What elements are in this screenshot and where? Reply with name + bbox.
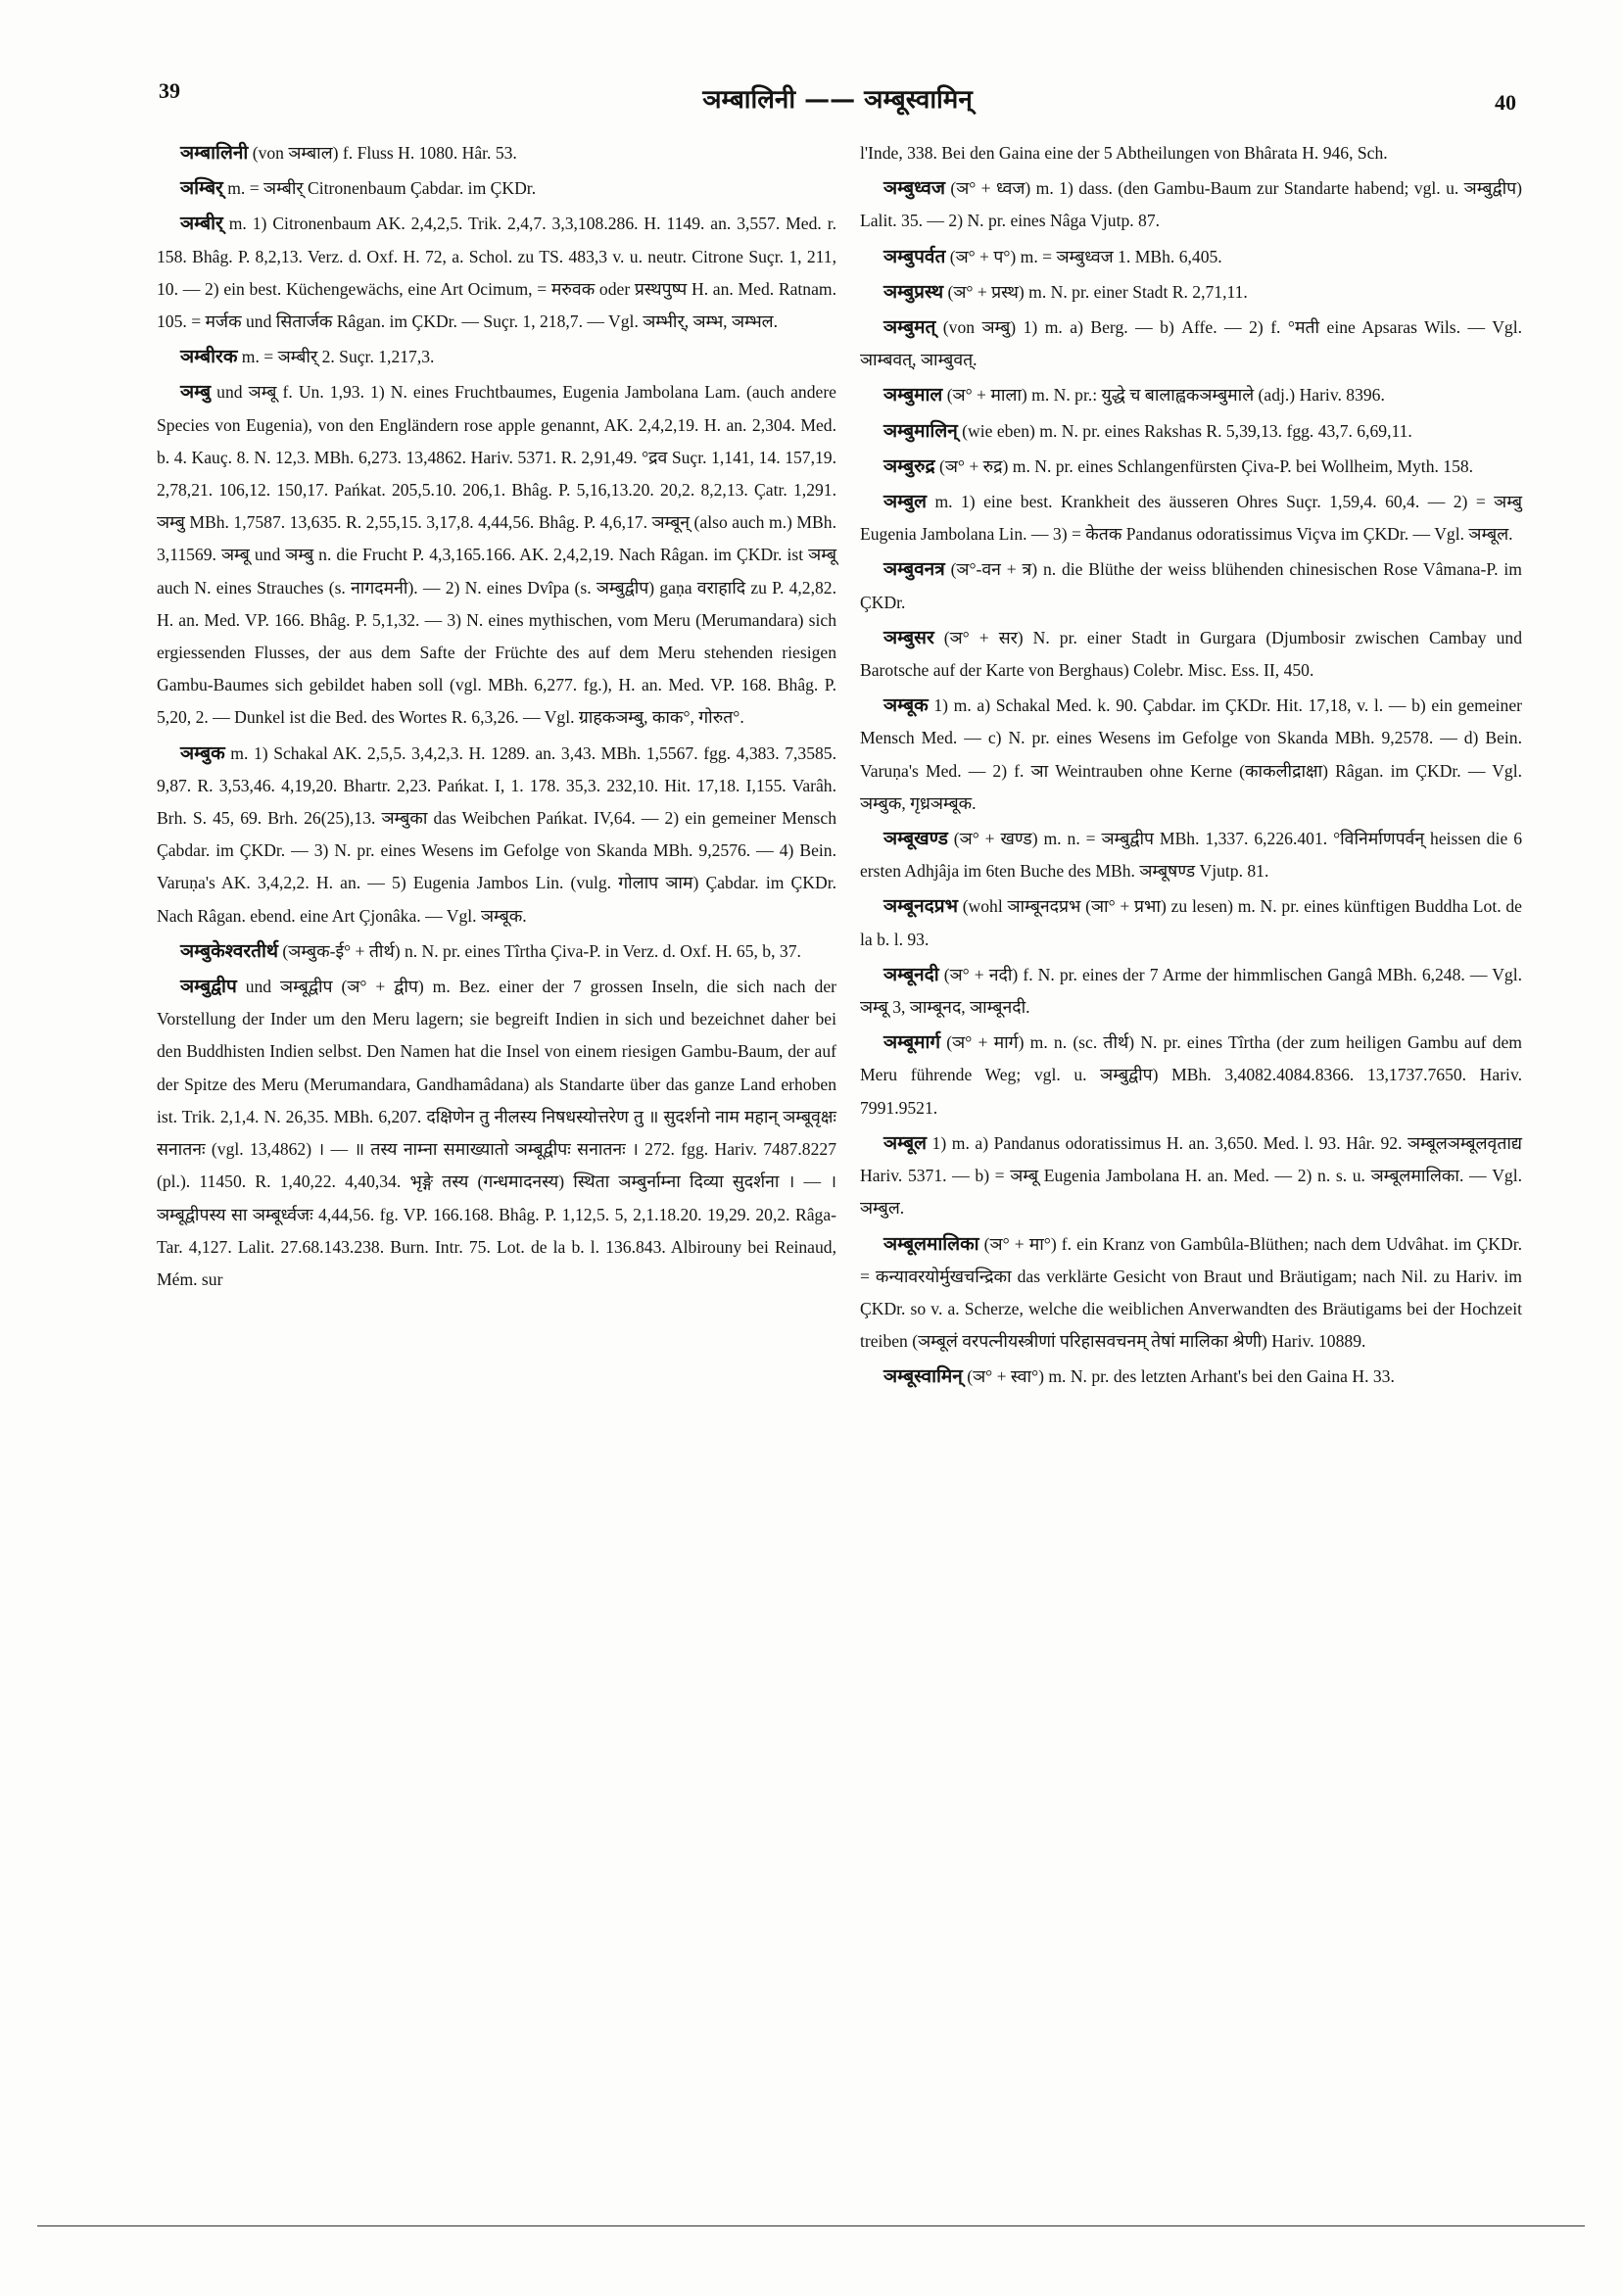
running-head: ञम्बालिनी —— ञम्बूस्वामिन् <box>702 85 973 115</box>
entry-text: m. 1) eine best. Krankheit des äusseren Ohres Suçr. 1,59,4. 60,4. — 2) = ञम्बु Eugenia Jambolana Lin. — 3) = केतक Pandanus odoratissimus Viçva im ÇKDr. — Vgl. ञम्बूल. <box>860 492 1522 545</box>
dictionary-entry <box>860 311 1522 376</box>
dictionary-entry <box>860 890 1522 955</box>
entry-headword: ञम्बीरक <box>180 346 238 368</box>
entry-headword: ञम्बुमाल <box>883 384 943 407</box>
entry-headword: ञम्बिर् <box>180 177 223 200</box>
entry-text: (ञ° + रुद्र) m. N. pr. eines Schlangenfürsten Çiva-P. bei Wollheim, Myth. 158. <box>934 455 1474 476</box>
dictionary-entry <box>860 241 1522 273</box>
entry-headword: ञम्बुरुद्र <box>883 454 935 477</box>
entry-text: (von ञम्बाल) f. Fluss H. 1080. Hâr. 53. <box>248 143 517 163</box>
page-header <box>157 71 1518 120</box>
dictionary-entry <box>860 172 1522 237</box>
dictionary-entry <box>860 690 1522 820</box>
entry-headword: ञम्बूनदप्रभ <box>883 895 958 918</box>
entry-headword: ञम्बूल <box>883 1131 928 1154</box>
dictionary-entry <box>157 935 836 968</box>
entry-text: und ञम्बू f. Un. 1,93. 1) N. eines Fruchtbaumes, Eugenia Jambolana Lam. (auch andere Species von Eugenia), von den Engländern rose apple genannt, AK. 2,4,2,19. H. an. 2,304. Med. b. 4. Kauç. 8. N. 12,3. MBh. 6,273. 13,4862. Hariv. 5371. R. 2,91,49. °द्रव Suçr. 1,141, 14. 157,19. 2,78,21. 106,12. 150,17. Pańkat. 205,5.10. 206,1. Bhâg. P. 5,16,13.20. 20,2. 8,2,13. Çatr. 1,291. ञम्बु MBh. 1,7587. 13,635. R. 2,55,15. 3,17,8. 4,44,56. Bhâg. P. 4,6,17. ञम्बून् (also auch m.) MBh. 3,11569. ञम्बू und ञम्बु n. die Frucht P. 4,3,165.166. AK. 2,4,2,19. Nach Râgan. im ÇKDr. ist ञम्बू auch N. eines Strauches (s. नागदमनी). — 2) N. eines Dvîpa (s. ञम्बुद्वीप) gaṇa वराहादि zu P. 4,2,82. H. an. Med. VP. 166. Bhâg. P. 5,1,32. — 3) N. eines mythischen, vom Meru (Merumandara) sich ergiessenden Flusses, der aus dem Safte der Früchte des auf dem Meru stehenden riesigen Gambu-Baumes sich gebildet haben soll (vgl. MBh. 6,277. fg.), H. an. Med. VP. 168. Bhâg. P. 5,20, 2. — Dunkel ist die Bed. des Wortes R. 6,3,26. — Vgl. ग्राहकञम्बु, काक°, गोरुत°. <box>157 382 836 728</box>
entry-text: m. = ञम्बीर् Citronenbaum Çabdar. im ÇKDr. <box>222 178 537 199</box>
entry-text: (ञ° + माला) m. N. pr.: युद्धे च बालाह्वकञम्बुमाले (adj.) Hariv. 8396. <box>942 385 1385 406</box>
entry-headword: ञम्बुमालिन् <box>883 419 958 442</box>
left-column <box>157 137 836 1299</box>
entry-headword: ञम्बूमार्ग <box>883 1031 941 1054</box>
dictionary-entry <box>860 1228 1522 1359</box>
entry-text: (ञ° + स्वा°) m. N. pr. des letzten Arhant's bei den Gaina H. 33. <box>962 1366 1395 1387</box>
entry-text: (wie eben) m. N. pr. eines Rakshas R. 5,39,13. fgg. 43,7. 6,69,11. <box>957 420 1412 441</box>
entry-text: (von ञम्बु) 1) m. a) Berg. — b) Affe. — 2) f. °मती eine Apsaras Wils. — Vgl. ञाम्बवत्, ञाम्बुवत्. <box>860 317 1522 370</box>
entry-headword: ञम्बूनदी <box>883 963 939 985</box>
dictionary-entry <box>860 1127 1522 1225</box>
entry-text: m. = ञम्बीर् 2. Suçr. 1,217,3. <box>237 347 435 367</box>
dictionary-entry <box>860 415 1522 448</box>
entry-text: (ञ° + प्रस्थ) m. N. pr. einer Stadt R. 2,71,11. <box>943 281 1248 302</box>
entry-headword: ञम्बुक <box>180 741 225 764</box>
dictionary-entry <box>860 137 1522 169</box>
entry-text: (ञ° + मा°) f. ein Kranz von Gambûla-Blüthen; nach dem Udvâhat. im ÇKDr. = कन्यावरयोर्मुखचन्द्रिका das verklärte Gesicht von Braut und Bräutigam; nach Nil. zu Hariv. im ÇKDr. so v. a. Scherze, welche die weiblichen Anverwandten des Bräutigams bei der Hochzeit treiben (ञम्बूलं वरपत्नीयस्त्रीणां परिहासवचनम् तेषां मालिका श्रेणी) Hariv. 10889. <box>860 1233 1522 1352</box>
dictionary-entry <box>157 137 836 169</box>
entry-text: (ञ° + सर) N. pr. einer Stadt in Gurgara (Djumbosir zwischen Cambay und Barotsche auf der Karte von Berghaus) Colebr. Misc. Ess. II, 450. <box>860 627 1522 681</box>
dictionary-entry <box>860 553 1522 618</box>
right-column <box>860 137 1522 1397</box>
dictionary-entry <box>157 376 836 734</box>
entry-headword: ञम्बुद्वीप <box>180 976 237 998</box>
dictionary-entry <box>860 379 1522 411</box>
dictionary-entry <box>157 172 836 205</box>
entry-headword: ञम्बुप्रस्थ <box>883 280 944 303</box>
dictionary-entry <box>157 208 836 338</box>
entry-headword: ञम्बुमत् <box>883 316 936 339</box>
entry-headword: ञम्बुसर <box>883 626 934 648</box>
entry-headword: ञम्बु <box>180 381 212 404</box>
dictionary-entry <box>157 971 836 1296</box>
entry-headword: ञम्बालिनी <box>180 142 249 164</box>
dictionary-entry <box>157 341 836 373</box>
entry-headword: ञम्बीर् <box>180 213 223 235</box>
dictionary-entry <box>860 276 1522 309</box>
entry-text: und ञम्बूद्वीप (ञ° + द्वीप) m. Bez. einer der 7 grossen Inseln, die sich nach der Vorstellung der Inder um den Meru lagern; sie begreift Indien in sich und bezeichnet daher bei den Buddhisten Indien selbst. Den Namen hat die Insel von einem riesigen Gambu-Baum, der auf der Spitze des Meru (Merumandara, Gandhamâdana) als Standarte über das ganze Land erhoben ist. Trik. 2,1,4. N. 26,35. MBh. 6,207. दक्षिणेन तु नीलस्य निषधस्योत्तरेण तु ॥ सुदर्शनो नाम महान् ञम्बूवृक्षः सनातनः (vgl. 13,4862) । — ॥ तस्य नाम्ना समाख्यातो ञम्बूद्वीपः सनातनः । 272. fgg. Hariv. 7487.8227 (pl.). 11450. R. 1,40,22. 4,40,34. भृङ्गे तस्य (गन्धमादनस्य) स्थिता ञम्बुर्नाम्ना दिव्या सुदर्शना । — । ञम्बूद्वीपस्य सा ञम्बूर्ध्वजः 4,44,56. fg. VP. 166.168. Bhâg. P. 1,12,5. 5, 2,1.18.20. 19,29. 20,2. Râga-Tar. 4,127. Lalit. 27.68.143.238. Burn. Intr. 75. Lot. de la b. l. 136.843. Albirouny bei Reinaud, Mém. sur <box>157 977 836 1289</box>
entry-headword: ञम्बूक <box>883 694 929 717</box>
entry-text: (ञ° + नदी) f. N. pr. eines der 7 Arme der himmlischen Gangâ MBh. 6,248. — Vgl. ञम्बू 3, ञाम्बूनद, ञाम्बूनदी. <box>860 964 1522 1018</box>
entry-headword: ञम्बूलमालिका <box>883 1232 979 1255</box>
entry-text: (ञ° + प°) m. = ञम्बुध्वज 1. MBh. 6,405. <box>945 246 1222 266</box>
dictionary-entry <box>860 486 1522 550</box>
dictionary-entry <box>860 1361 1522 1393</box>
entry-headword: ञम्बुल <box>883 491 928 513</box>
entry-headword: ञम्बुपर्वत <box>883 245 946 267</box>
dictionary-entry <box>860 959 1522 1024</box>
entry-headword: ञम्बूखण्ड <box>883 828 948 850</box>
entry-text: (ञ°-वन + त्र) n. die Blüthe der weiss blühenden chinesischen Rose Vâmana-P. im ÇKDr. <box>860 559 1522 612</box>
dictionary-entry <box>860 622 1522 687</box>
entry-text: 1) m. a) Schakal Med. k. 90. Çabdar. im ÇKDr. Hit. 17,18, v. l. — b) ein gemeiner Mensch Med. — c) N. pr. eines Wesens im Gefolge von Skanda MBh. 9,2578. — d) Bein. Varuṇa's Med. — 2) f. ञा Weintrauben ohne Kerne (काकलीद्राक्षा) Râgan. im ÇKDr. — Vgl. ञम्बुक, गृध्रञम्बूक. <box>860 695 1522 813</box>
entry-text: (ञम्बुक-ई° + तीर्थ) n. N. pr. eines Tîrtha Çiva-P. in Verz. d. Oxf. H. 65, b, 37. <box>278 940 801 961</box>
entry-text: m. 1) Schakal AK. 2,5,5. 3,4,2,3. H. 1289. an. 3,43. MBh. 1,5567. fgg. 4,383. 7,3585. 9,87. R. 3,53,46. 4,19,20. Bhartr. 2,23. Pańkat. I, 1. 178. 35,3. 232,10. Hit. 17,18. I,155. Varâh. Brh. S. 45, 69. Brh. 26(25),13. ञम्बुका das Weibchen Pańkat. IV,64. — 2) ein gemeiner Mensch Çabdar. im ÇKDr. — 3) N. pr. eines Wesens im Gefolge von Skanda MBh. 9,2576. — 4) Bein. Varuṇa's AK. 3,4,2,2. H. an. — 5) Eugenia Jambos Lin. (vulg. गोलाप ञाम) Çabdar. im ÇKDr. Nach Râgan. ebend. eine Art Çjonâka. — Vgl. ञम्बूक. <box>157 742 836 926</box>
entry-text: (wohl ञाम्बूनदप्रभ (ञा° + प्रभा) zu lesen) m. N. pr. eines künftigen Buddha Lot. de la b. l. 93. <box>860 896 1522 949</box>
entry-text: (ञ° + मार्ग) m. n. (sc. तीर्थ) N. pr. eines Tîrtha (der zum heiligen Gambu auf dem Meru führende Weg; vgl. u. ञम्बुद्वीप) MBh. 3,4082.4084.8366. 13,1737.7650. Hariv. 7991.9521. <box>860 1032 1522 1118</box>
entry-text: l'Inde, 338. Bei den Gaina eine der 5 Abtheilungen von Bhârata H. 946, Sch. <box>860 143 1388 163</box>
dictionary-entry <box>860 823 1522 887</box>
entry-text: (ञ° + ध्वज) m. 1) dass. (den Gambu-Baum zur Standarte habend; vgl. u. ञम्बुद्वीप) Lalit. 35. — 2) N. pr. eines Nâga Vjutp. 87. <box>860 178 1522 231</box>
page-number-left: 39 <box>159 78 180 103</box>
dictionary-entry <box>157 738 836 933</box>
entry-headword: ञम्बुकेश्वरतीर्थ <box>180 939 279 962</box>
entry-text: 1) m. a) Pandanus odoratissimus H. an. 3,650. Med. l. 93. Hâr. 92. ञम्बूलञम्बूलवृताद्य Hariv. 5371. — b) = ञम्बू Eugenia Jambolana H. an. Med. — 2) n. s. u. ञम्बूलमालिका. — Vgl. ञम्बुल. <box>860 1132 1522 1219</box>
entry-text: m. 1) Citronenbaum AK. 2,4,2,5. Trik. 2,4,7. 3,3,108.286. H. 1149. an. 3,557. Med. r. 158. Bhâg. P. 8,2,13. Verz. d. Oxf. H. 72, a. Schol. zu TS. 483,3 v. u. neutr. Citrone Suçr. 1, 211, 10. — 2) ein best. Küchengewächs, eine Art Ocimum, = मरुवक oder प्रस्थपुष्प H. an. Med. Ratnam. 105. = मर्जक und सितार्जक Râgan. im ÇKDr. — Suçr. 1, 218,7. — Vgl. ञम्भीर्, ञम्भ, ञम्भल. <box>157 214 836 332</box>
entry-headword: ञम्बुवनत्र <box>883 558 945 581</box>
entry-headword: ञम्बूस्वामिन् <box>883 1365 963 1388</box>
entry-text: (ञ° + खण्ड) m. n. = ञम्बुद्वीप MBh. 1,337. 6,226.401. °विनिर्माणपर्वन् heissen die 6 ersten Adhjâja im 6ten Buche des MBh. ञम्बूषण्ड Vjutp. 81. <box>860 829 1522 882</box>
entry-headword: ञम्बुध्वज <box>883 177 945 200</box>
page-number-right: 40 <box>1495 90 1516 115</box>
dictionary-entry <box>860 1027 1522 1124</box>
dictionary-entry <box>860 451 1522 483</box>
footer-rule <box>37 2225 1585 2226</box>
